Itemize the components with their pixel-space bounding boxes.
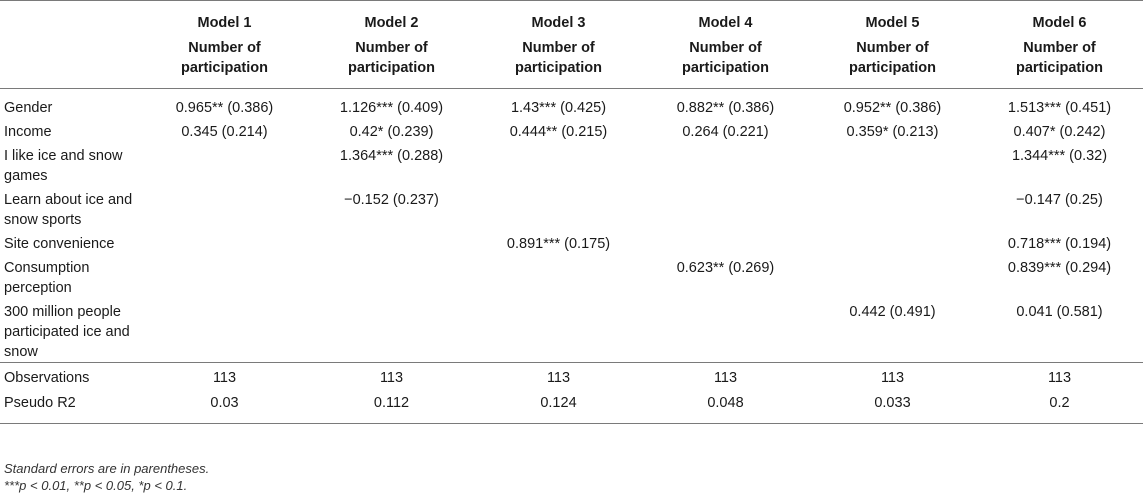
header-model-5: [809, 1, 976, 89]
row-label: Consumption perception: [4, 260, 90, 296]
table-notes: [4, 460, 209, 494]
table-cell: 1.364*** (0.288): [339, 148, 444, 164]
row-label: I like ice and snow games: [4, 148, 123, 184]
table-cell: [141, 230, 308, 254]
table-cell: 0.952** (0.386): [843, 100, 942, 116]
table-cell: [642, 230, 809, 254]
table-row-gender: [0, 89, 1143, 119]
table-cell: 113: [642, 363, 809, 389]
dependent-variable: Number of participation: [681, 40, 769, 76]
table-cell: 113: [308, 363, 475, 389]
table-cell: 0.048: [642, 388, 809, 424]
dependent-variable: Number of participation: [514, 40, 602, 76]
table-cell: 0.891*** (0.175): [506, 236, 611, 252]
table-header: [0, 1, 1143, 89]
table-row-300-million-people: [0, 298, 1143, 363]
table-cell: 0.03: [141, 388, 308, 424]
table-cell: 0.041 (0.581): [1016, 304, 1103, 320]
table-cell: 0.965** (0.386): [175, 100, 274, 116]
table-cell: 0.444** (0.215): [509, 124, 608, 140]
table-cell: 0.112: [308, 388, 475, 424]
table-cell: [475, 142, 642, 186]
table-cell: 0.718*** (0.194): [1007, 236, 1112, 252]
table-cell: 1.126*** (0.409): [339, 100, 444, 116]
table-body: [0, 89, 1143, 424]
header-model-3: [475, 1, 642, 89]
table-cell: [475, 254, 642, 298]
table-cell: [809, 186, 976, 230]
row-label: Gender: [4, 100, 53, 116]
table-cell: 0.264 (0.221): [682, 124, 769, 140]
table-cell: [308, 254, 475, 298]
table-cell: [642, 186, 809, 230]
table-cell: [809, 254, 976, 298]
row-label: Income: [4, 124, 52, 140]
table-cell: 113: [809, 363, 976, 389]
table-cell: 0.124: [475, 388, 642, 424]
dependent-variable: Number of participation: [848, 40, 936, 76]
table-cell: [475, 186, 642, 230]
table-cell: [141, 298, 308, 363]
row-label: Site convenience: [4, 236, 115, 252]
header-corner: [0, 1, 141, 89]
table-cell: 0.882** (0.386): [676, 100, 775, 116]
table-row-pseudo-r2: [0, 388, 1143, 424]
header-row: [0, 1, 1143, 89]
table-cell: −0.152 (0.237): [344, 192, 439, 208]
table-cell: 0.2: [976, 388, 1143, 424]
table-row-site-convenience: [0, 230, 1143, 254]
table-cell: [809, 142, 976, 186]
table-cell: 0.033: [809, 388, 976, 424]
table-cell: [141, 254, 308, 298]
table-cell: [475, 298, 642, 363]
table-cell: [308, 230, 475, 254]
table-row-income: [0, 118, 1143, 142]
row-label: Pseudo R2: [0, 388, 141, 424]
table-cell: 1.344*** (0.32): [1011, 148, 1108, 164]
model-name: Model 3: [531, 15, 586, 31]
table-cell: [642, 142, 809, 186]
table-cell: [642, 298, 809, 363]
dependent-variable: Number of participation: [180, 40, 268, 76]
note-standard-errors: Standard errors are in parentheses.: [4, 461, 210, 476]
row-label: 300 million people participated ice and snow: [4, 304, 130, 360]
table-cell: 113: [475, 363, 642, 389]
row-label: Observations: [0, 363, 141, 389]
header-model-2: [308, 1, 475, 89]
table-cell: [809, 230, 976, 254]
table-cell: 1.513*** (0.451): [1007, 100, 1112, 116]
dependent-variable: Number of participation: [1015, 40, 1103, 76]
model-name: Model 2: [364, 15, 419, 31]
header-model-1: [141, 1, 308, 89]
table-cell: 113: [141, 363, 308, 389]
table-cell: 1.43*** (0.425): [510, 100, 607, 116]
table-cell: 0.442 (0.491): [849, 304, 936, 320]
table-cell: 0.407* (0.242): [1013, 124, 1106, 140]
model-name: Model 6: [1032, 15, 1087, 31]
table-row-learn-about-sports: [0, 186, 1143, 230]
table-cell: [141, 186, 308, 230]
table-cell: −0.147 (0.25): [1016, 192, 1103, 208]
dependent-variable: Number of participation: [347, 40, 435, 76]
row-label: Learn about ice and snow sports: [4, 192, 133, 228]
table-cell: 0.359* (0.213): [846, 124, 939, 140]
table-cell: 113: [976, 363, 1143, 389]
header-model-6: [976, 1, 1143, 89]
model-name: Model 5: [865, 15, 920, 31]
table-cell: [308, 298, 475, 363]
table-cell: 0.839*** (0.294): [1007, 260, 1112, 276]
table-cell: 0.42* (0.239): [349, 124, 434, 140]
model-name: Model 4: [698, 15, 753, 31]
table-row-consumption-perception: [0, 254, 1143, 298]
table-cell: 0.623** (0.269): [676, 260, 775, 276]
table-row-observations: [0, 363, 1143, 389]
table-cell: [141, 142, 308, 186]
table-cell: 0.345 (0.214): [181, 124, 268, 140]
note-significance: ***p < 0.01, **p < 0.05, *p < 0.1.: [4, 478, 188, 493]
model-name: Model 1: [197, 15, 252, 31]
header-model-4: [642, 1, 809, 89]
table-row-like-ice-snow-games: [0, 142, 1143, 186]
